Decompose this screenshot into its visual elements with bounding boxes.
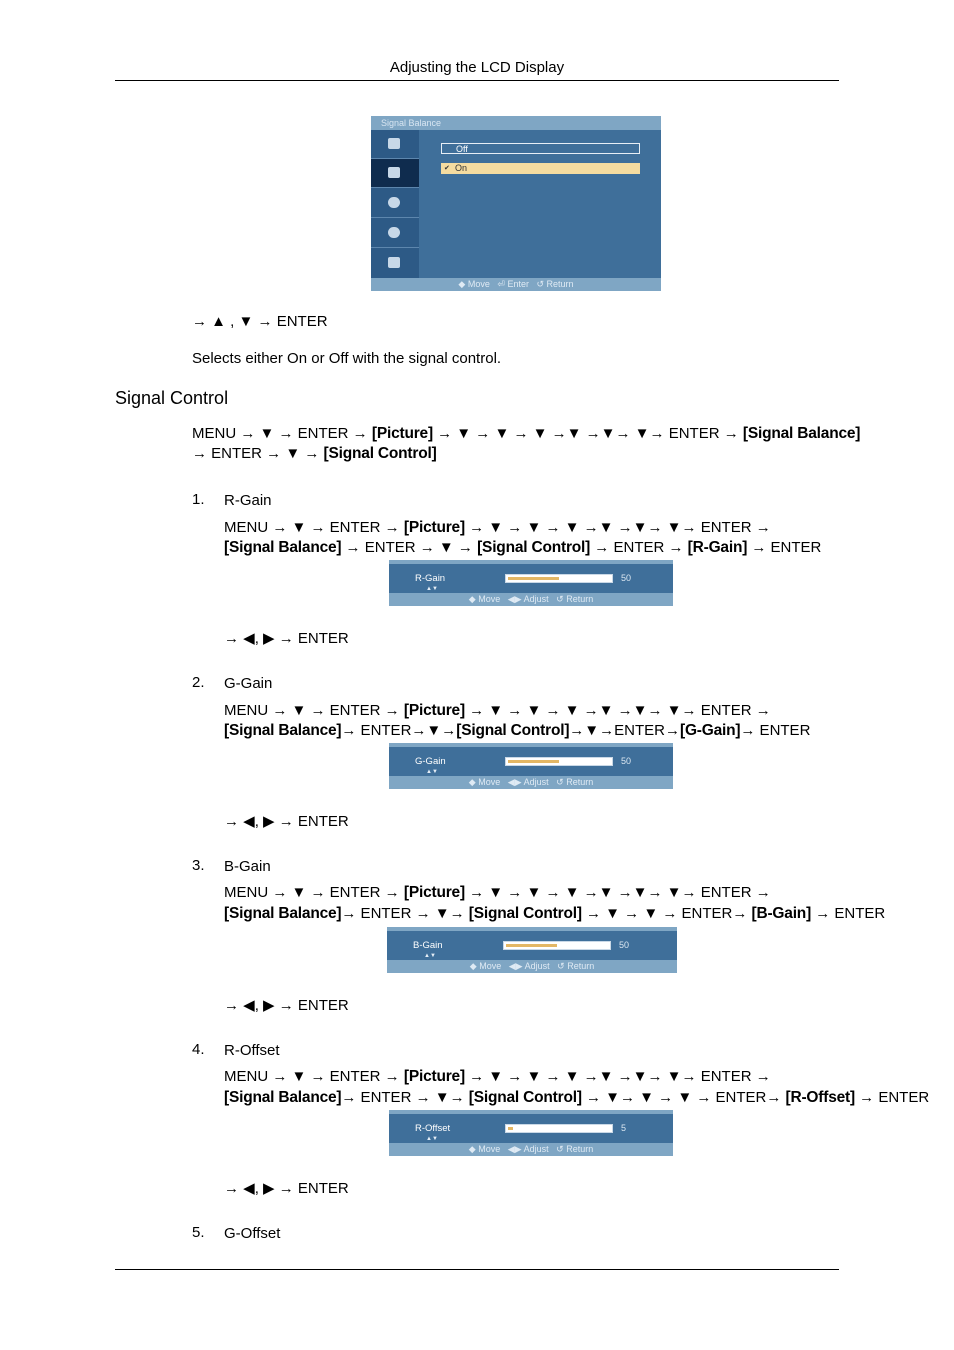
updown-icon: ▲▼ [424, 953, 436, 959]
osd-signal-balance [371, 116, 661, 291]
level-track [505, 757, 613, 766]
header-rule [115, 80, 839, 81]
item-title: B-Gain [224, 858, 271, 875]
return-icon: ↺ [536, 279, 545, 289]
updown-icon: ▲▼ [426, 586, 438, 592]
adjust-panel [389, 1110, 673, 1143]
sc-path-line1: MENU → ▼ → ENTER → [Picture] → ▼ → ▼ → ▼ →▼ →▼→ ▼→ ENTER → [Signal Balance] [192, 425, 861, 442]
updown-icon: ▲▼ [426, 1136, 438, 1142]
item-title: R-Gain [224, 492, 272, 509]
item-title: R-Offset [224, 1042, 280, 1059]
adjust-icon: ◀▶ [507, 1144, 522, 1154]
item-number: 1. [192, 491, 205, 508]
return-icon: ↺ [556, 594, 564, 604]
item-title: G-Offset [224, 1225, 281, 1242]
move-icon: ◆ [468, 1144, 476, 1154]
item-path-line2: [Signal Balance]→ ENTER → ▼→ [Signal Control] → ▼ → ▼ → ENTER→ [B-Gain] → ENTER [224, 905, 886, 922]
return-icon: ↺ [556, 1144, 564, 1154]
level-value: 50 [621, 573, 632, 583]
adjust-nav: → ◀, ▶ → ENTER [224, 1180, 349, 1197]
level-value: 5 [621, 1123, 627, 1133]
adjust-footer: ◆ Move ◀▶ Adjust ↺ Return [389, 593, 673, 606]
updown-icon: ▲▼ [426, 769, 438, 775]
item-number: 3. [192, 857, 205, 874]
osd-title: Signal Balance [371, 116, 661, 130]
item-path-line2: [Signal Balance]→ ENTER → ▼→ [Signal Control] → ▼→ ▼ → ▼ → ENTER→ [R-Offset] → ENTER [224, 1089, 930, 1106]
item-path-line1: MENU → ▼ → ENTER → [Picture] → ▼ → ▼ → ▼ →▼ →▼→ ▼→ ENTER → [224, 702, 771, 719]
adjust-nav: → ◀, ▶ → ENTER [224, 997, 349, 1014]
item-number: 4. [192, 1041, 205, 1058]
adjust-footer: ◆ Move ◀▶ Adjust ↺ Return [389, 1143, 673, 1156]
adjust-nav: → ◀, ▶ → ENTER [224, 813, 349, 830]
item-path-line2: [Signal Balance] → ENTER → ▼ → [Signal Control] → ENTER → [R-Gain] → ENTER [224, 539, 822, 556]
section-title: Signal Control [115, 388, 229, 408]
level-fill [508, 577, 559, 580]
item-number: 2. [192, 674, 205, 691]
adjust-label: R-Gain [415, 573, 446, 584]
footer-rule [115, 1269, 839, 1270]
adjust-panel [389, 743, 673, 776]
option-on: ✔ On [441, 163, 640, 174]
adjust-icon: ◀▶ [507, 777, 522, 787]
selects-description: Selects either On or Off with the signal control. [192, 350, 502, 367]
item-path-line1: MENU → ▼ → ENTER → [Picture] → ▼ → ▼ → ▼ →▼ →▼→ ▼→ ENTER → [224, 884, 771, 901]
move-icon: ◆ [469, 961, 477, 971]
return-icon: ↺ [557, 961, 565, 971]
level-track [505, 1124, 613, 1133]
item-title: G-Gain [224, 675, 273, 692]
level-fill [508, 1127, 513, 1130]
sc-path-line2: → ENTER → ▼ → [Signal Control] [192, 445, 437, 462]
osd-adjust-bar [389, 560, 673, 606]
item-path-line2: [Signal Balance]→ ENTER→▼→[Signal Control]→▼→ENTER→[G-Gain]→ ENTER [224, 722, 811, 739]
multi-control-menu-icon [371, 249, 419, 277]
picture-menu-icon [371, 130, 419, 159]
osd-adjust-bar [389, 1110, 673, 1156]
item-number: 5. [192, 1224, 205, 1241]
osd-adjust-bar [389, 743, 673, 789]
item-path-line1: MENU → ▼ → ENTER → [Picture] → ▼ → ▼ → ▼ →▼ →▼→ ▼→ ENTER → [224, 1068, 771, 1085]
move-icon: ◆ [468, 594, 476, 604]
adjust-footer: ◆ Move ◀▶ Adjust ↺ Return [387, 960, 677, 973]
move-icon: ◆ [458, 279, 466, 289]
sound-menu-icon [371, 189, 419, 218]
osd-body [371, 130, 661, 278]
adjust-panel [389, 560, 673, 593]
adjust-footer: ◆ Move ◀▶ Adjust ↺ Return [389, 776, 673, 789]
nav-updown-enter: → ▲ , ▼ → ENTER [192, 313, 328, 330]
level-value: 50 [621, 756, 632, 766]
input-menu-icon [371, 159, 419, 188]
enter-icon: ⏎ [497, 279, 505, 289]
return-icon: ↺ [556, 777, 564, 787]
check-icon: ✔ [444, 165, 450, 172]
osd-adjust-bar [387, 927, 677, 973]
adjust-label: B-Gain [413, 940, 443, 951]
page-header: Adjusting the LCD Display [389, 59, 565, 76]
move-icon: ◆ [468, 777, 476, 787]
adjust-nav: → ◀, ▶ → ENTER [224, 630, 349, 647]
level-track [505, 574, 613, 583]
setup-menu-icon [371, 219, 419, 248]
adjust-label: G-Gain [415, 756, 446, 767]
level-fill [508, 760, 559, 763]
level-value: 50 [619, 940, 630, 950]
adjust-panel [387, 927, 677, 960]
level-track [503, 941, 611, 950]
option-off: Off [441, 143, 640, 154]
adjust-icon: ◀▶ [508, 961, 523, 971]
item-path-line1: MENU → ▼ → ENTER → [Picture] → ▼ → ▼ → ▼ →▼ →▼→ ▼→ ENTER → [224, 519, 771, 536]
level-fill [506, 944, 557, 947]
adjust-label: R-Offset [415, 1123, 451, 1134]
adjust-icon: ◀▶ [507, 594, 522, 604]
osd-sidebar [371, 130, 419, 278]
osd-footer: ◆ Move ⏎ Enter ↺ Return [371, 278, 661, 291]
